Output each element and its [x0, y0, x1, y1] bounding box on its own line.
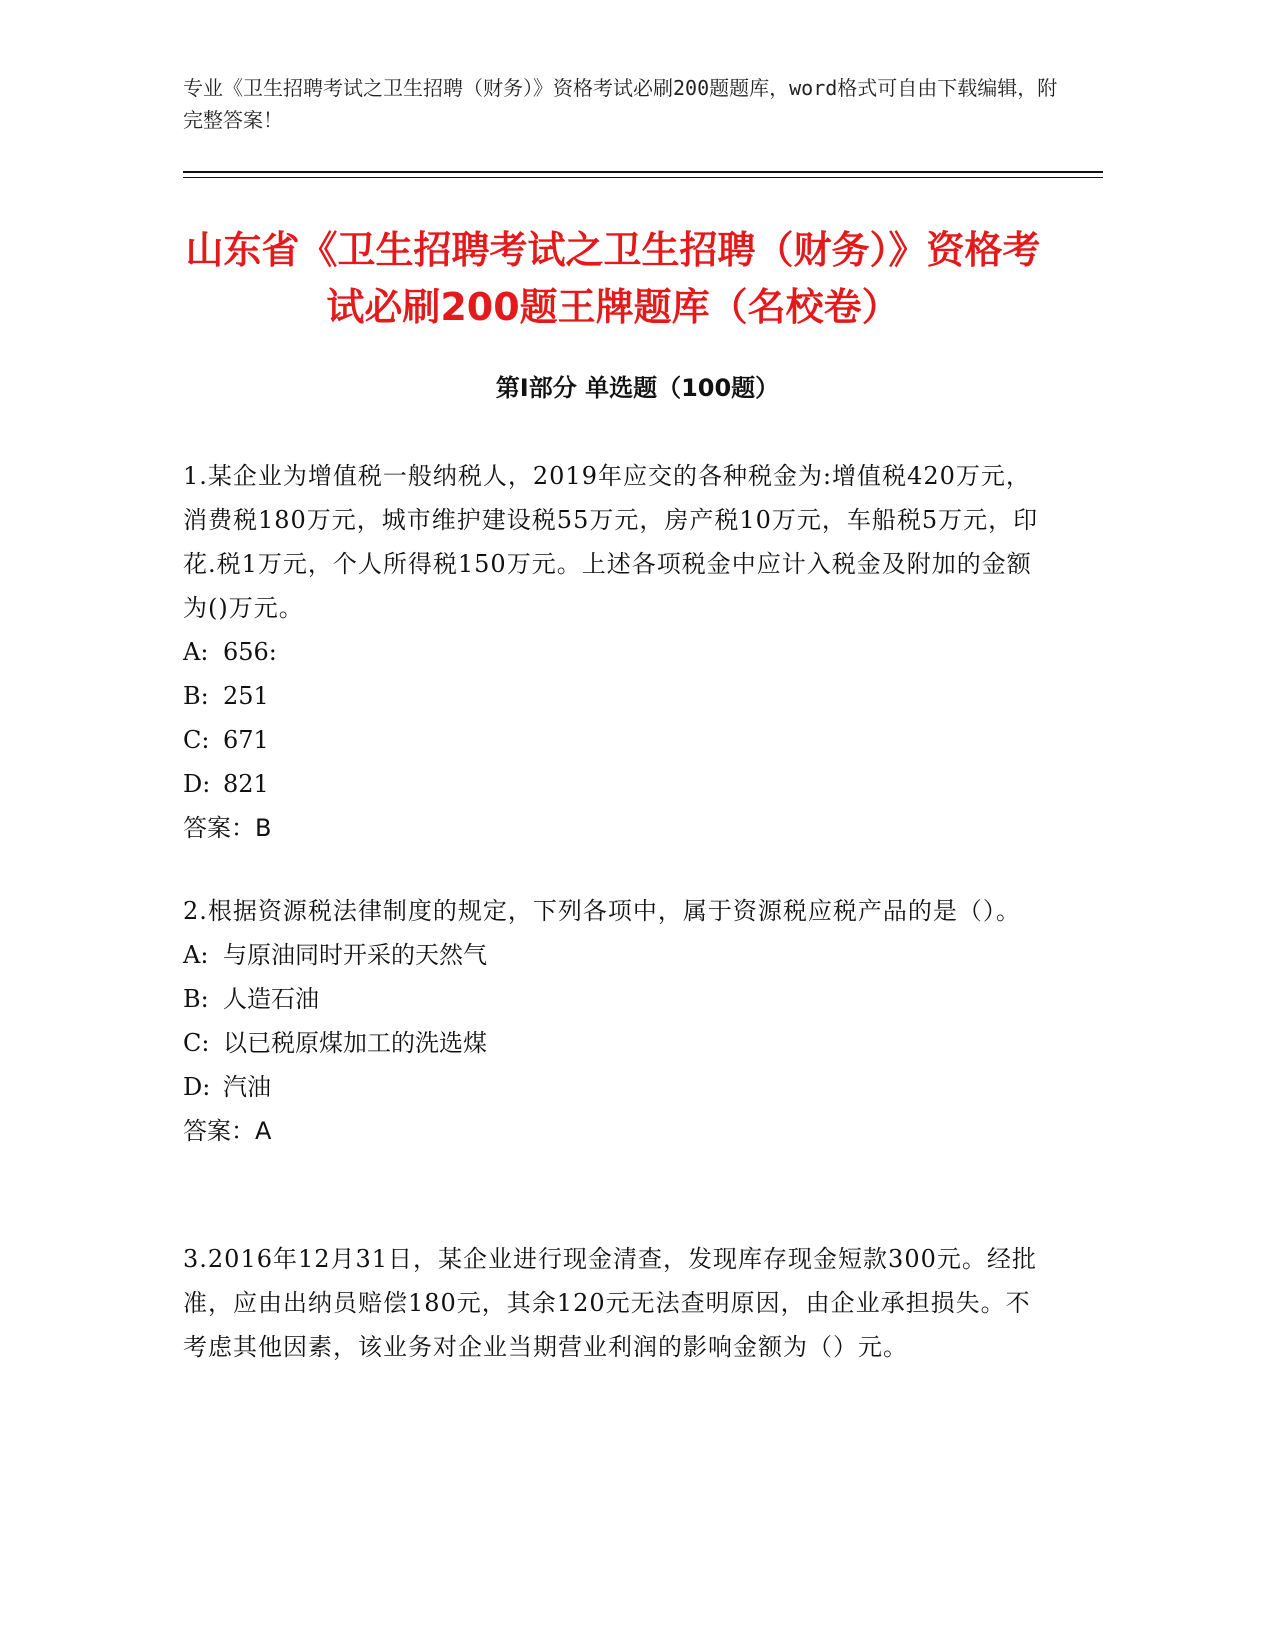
option-text: 251 — [223, 682, 269, 710]
option-b — [183, 977, 1043, 1021]
section-heading: 第Ⅰ部分 单选题（100题） — [495, 374, 780, 402]
option-text: 汽油 — [223, 1073, 271, 1101]
option-key: A: — [183, 638, 209, 666]
option-key: D: — [183, 1073, 211, 1101]
question-1 — [183, 454, 1043, 850]
option-b — [183, 674, 1043, 718]
option-c — [183, 718, 1043, 762]
question-3 — [183, 1237, 1043, 1369]
question-stem: 1.某企业为增值税一般纳税人，2019年应交的各种税金为:增值税420万元，消费税180万元，城市维护建设税55万元，房产税10万元，车船税5万元，印花.税1万元，个人所得税150万元。上述各项税金中应计入税金及附加的金额为()万元。 — [183, 462, 1039, 622]
option-a — [183, 630, 1043, 674]
option-d — [183, 762, 1043, 806]
option-text: 821 — [223, 770, 269, 798]
option-c — [183, 1021, 1043, 1065]
option-key: C: — [183, 1029, 210, 1057]
question-stem: 3.2016年12月31日，某企业进行现金清查，发现库存现金短款300元。经批准，应由出纳员赔偿180元，其余120元无法查明原因，由企业承担损失。不考虑其他因素，该业务对企业当期营业利润的影响金额为（）元。 — [183, 1245, 1037, 1361]
option-text: 人造石油 — [223, 985, 319, 1013]
option-a — [183, 933, 1043, 977]
option-text: 与原油同时开采的天然气 — [223, 941, 487, 969]
option-text: 656: — [223, 638, 277, 666]
header-note: 专业《卫生招聘考试之卫生招聘（财务）》资格考试必刷200题题库，word格式可自由下载编辑，附完整答案！ — [183, 76, 1058, 132]
answer: 答案：B — [183, 814, 272, 842]
option-text: 671 — [223, 726, 269, 754]
header-divider-thick — [183, 171, 1103, 173]
option-key: B: — [183, 985, 209, 1013]
option-text: 以已税原煤加工的洗选煤 — [223, 1029, 487, 1057]
answer: 答案：A — [183, 1117, 272, 1145]
document-title: 山东省《卫生招聘考试之卫生招聘（财务）》资格考试必刷200题王牌题库（名校卷） — [185, 228, 1041, 329]
question-2 — [183, 889, 1043, 1153]
option-key: D: — [183, 770, 211, 798]
option-key: B: — [183, 682, 209, 710]
option-key: C: — [183, 726, 210, 754]
question-stem: 2.根据资源税法律制度的规定，下列各项中，属于资源税应税产品的是（）。 — [183, 897, 1021, 925]
option-key: A: — [183, 941, 209, 969]
option-d — [183, 1065, 1043, 1109]
header-divider-thin — [183, 177, 1103, 178]
